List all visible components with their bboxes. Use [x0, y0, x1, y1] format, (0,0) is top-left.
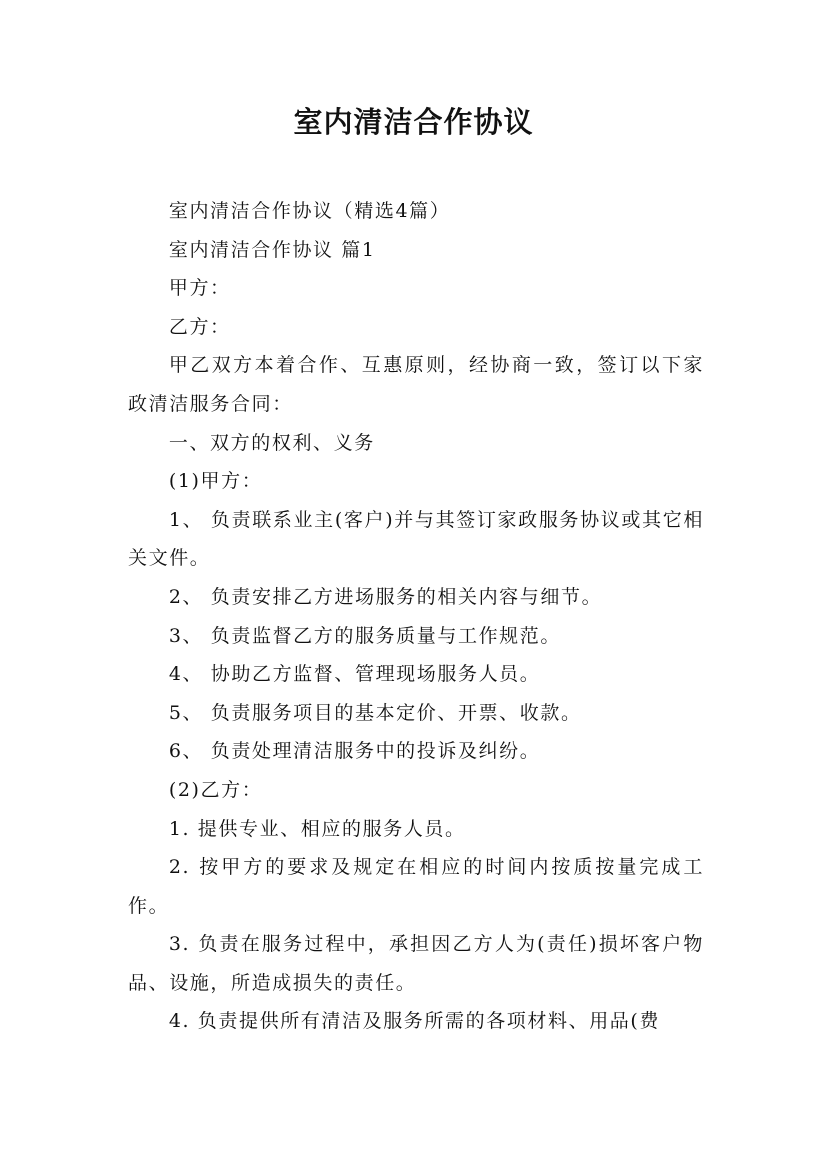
paragraph-b-item-2: 2. 按甲方的要求及规定在相应的时间内按质按量完成工作。	[128, 856, 704, 917]
paragraph-a-item-3: 3、 负责监督乙方的服务质量与工作规范。	[168, 624, 561, 647]
paragraph-party-a-heading: (1)甲方：	[168, 470, 263, 493]
paragraph-collection-title: 室内清洁合作协议（精选4篇）	[168, 200, 451, 222]
paragraph-b-item-1: 1. 提供专业、相应的服务人员。	[168, 817, 466, 840]
paragraph-section-heading: 室内清洁合作协议 篇1	[168, 238, 376, 261]
paragraph-a-item-2: 2、 负责安排乙方进场服务的相关内容与细节。	[168, 585, 603, 608]
paragraph-a-item-6: 6、 负责处理清洁服务中的投诉及纠纷。	[168, 740, 541, 763]
document-body	[128, 192, 704, 1041]
paragraph-party-b-heading: (2)乙方：	[168, 778, 263, 801]
document-title: 室内清洁合作协议	[293, 105, 534, 139]
paragraph-party-b: 乙方：	[168, 315, 231, 338]
paragraph-a-item-5: 5、 负责服务项目的基本定价、开票、收款。	[168, 701, 582, 724]
paragraph-b-item-4: 4. 负责提供所有清洁及服务所需的各项材料、用品(费	[168, 1010, 661, 1033]
paragraph-a-item-1: 1、 负责联系业主(客户)并与其签订家政服务协议或其它相关文件。	[128, 508, 704, 570]
paragraph-rights-heading: 一、双方的权利、义务	[168, 431, 375, 454]
paragraph-preamble: 甲乙双方本着合作、互惠原则，经协商一致，签订以下家政清洁服务合同：	[128, 354, 704, 415]
paragraph-party-a: 甲方：	[168, 277, 231, 300]
paragraph-b-item-3: 3. 负责在服务过程中，承担因乙方人为(责任)损坏客户物品、设施，所造成损失的责任。	[128, 933, 704, 994]
paragraph-a-item-4: 4、 协助乙方监督、管理现场服务人员。	[168, 663, 541, 686]
